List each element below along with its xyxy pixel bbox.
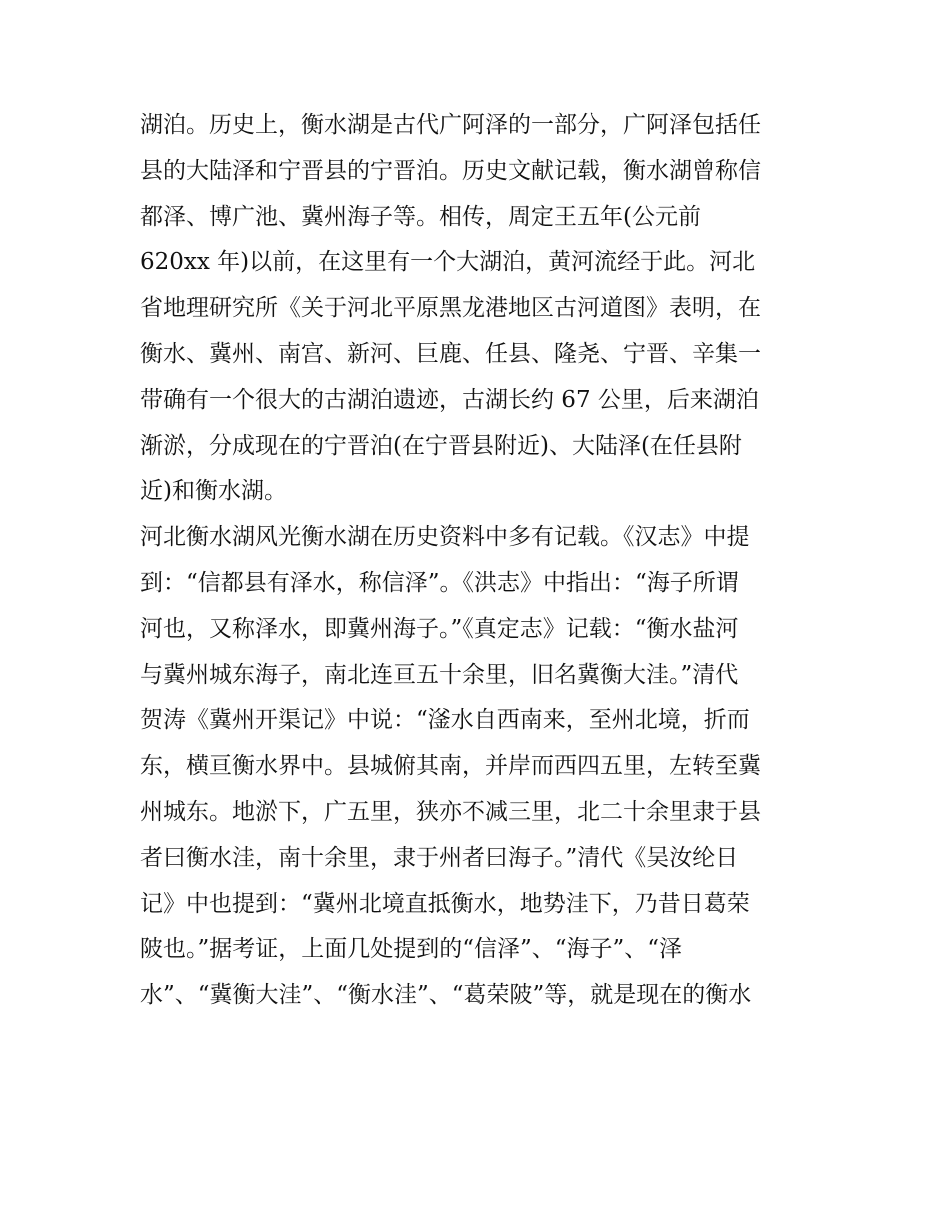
text-line: 陂也。”据考证，上面几处提到的“信泽”、“海子”、“泽 — [140, 936, 683, 963]
text-line: 渐淤，分成现在的宁晋泊(在宁晋县附近)、大陆泽(在任县附 — [140, 432, 742, 459]
body-text — [140, 103, 820, 1019]
text-line: 衡水、冀州、南宫、新河、巨鹿、任县、隆尧、宁晋、辛集一 — [140, 340, 761, 367]
text-line: 湖泊。历史上，衡水湖是古代广阿泽的一部分，广阿泽包括任 — [140, 112, 761, 138]
text-line: 县的大陆泽和宁晋县的宁晋泊。历史文献记载，衡水湖曾称信 — [140, 157, 761, 184]
text-line: 都泽、博广池、冀州海子等。相传，周定王五年(公元前 — [140, 203, 701, 230]
text-line: 贺涛《冀州开渠记》中说：“滏水自西南来，至州北境，折而 — [140, 707, 750, 734]
text-line: 省地理研究所《关于河北平原黑龙港地区古河道图》表明，在 — [140, 295, 761, 322]
text-line: 河北衡水湖风光衡水湖在历史资料中多有记载。《汉志》中提 — [140, 524, 750, 551]
text-line: 带确有一个很大的古湖泊遗迹，古湖长约 67 公里，后来湖泊 — [140, 386, 759, 413]
text-line: 记》中也提到：“冀州北境直抵衡水，地势洼下，乃昔日葛荣 — [140, 890, 750, 917]
text-line: 河也，又称泽水，即冀州海子。”《真定志》记载：“衡水盐河 — [140, 615, 739, 642]
text-line: 与冀州城东海子，南北连亘五十余里，旧名冀衡大洼。”清代 — [140, 661, 739, 688]
text-line: 东，横亘衡水界中。县城俯其南，并岸而西四五里，左转至冀 — [140, 753, 761, 780]
text-line: 到：“信都县有泽水，称信泽”。《洪志》中指出：“海子所谓 — [140, 569, 739, 596]
text-line: 近)和衡水湖。 — [140, 478, 287, 505]
text-line: 620xx 年)以前，在这里有一个大湖泊，黄河流经于此。河北 — [140, 249, 756, 276]
text-line: 州城东。地淤下，广五里，狭亦不减三里，北二十余里隶于县 — [140, 798, 761, 825]
text-line: 水”、“冀衡大洼”、“衡水洼”、“葛荣陂”等，就是现在的衡水 — [140, 982, 752, 1009]
text-line: 者曰衡水洼，南十余里，隶于州者曰海子。”清代《吴汝纶日 — [140, 844, 739, 871]
